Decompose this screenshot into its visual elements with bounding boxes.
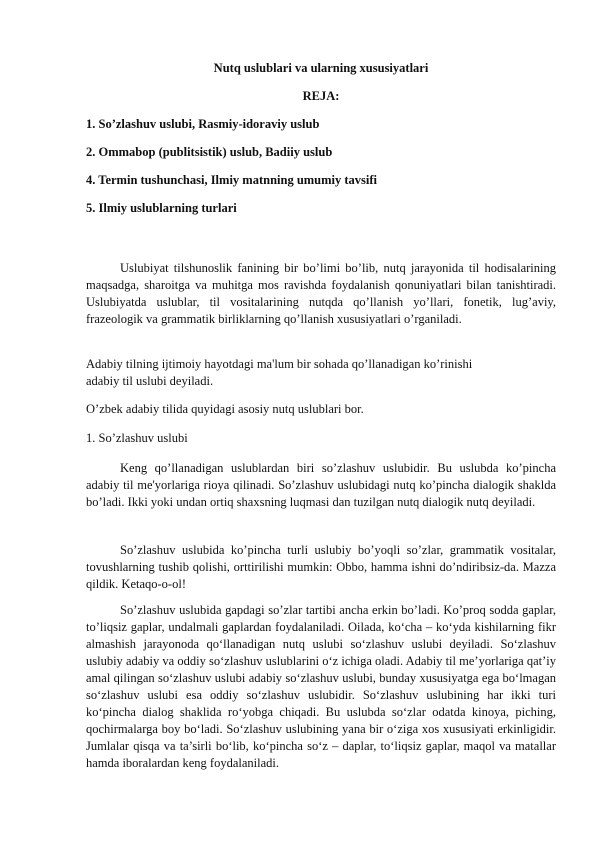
plan-item: 4. Termin tushunchasi, Ilmiy matnning umumiy tavsifi: [86, 173, 378, 187]
body-paragraph: Keng qo’llanadigan uslublardan biri so’zlashuv uslubidir. Bu uslubda ko’pincha adabiy til me'yorlariga rioya qilinadi. So’zlashuv uslubidagi nutq ko’pincha dialogik shaklda bo’ladi. Ikki yoki undan ortiq shaxsning luqmasi dan tuzilgan nutq dialogik nutq deyiladi.: [86, 461, 556, 509]
plan-heading: REJA:: [302, 89, 340, 103]
body-line: Adabiy tilning ijtimoiy hayotdagi ma'lum bir sohada qo’llanadigan ko’rinishi: [86, 357, 473, 371]
plan-item: 1. So’zlashuv uslubi, Rasmiy-idoraviy uslub: [86, 117, 320, 131]
body-paragraph: So’zlashuv uslubida gapdagi so’zlar tartibi ancha erkin bo’ladi. Ko’proq sodda gaplar, to’liqsiz gaplar, undalmali gaplardan foydalaniladi. Oilada, ko‘cha – ko‘yda kishilarning fikr almashish jarayonoda qo‘llanadigan nutq uslubi so‘zlashuv uslubi deyiladi. So‘zlashuv uslubiy adabiy va oddiy so‘zlashuv uslublarini o‘z ichiga oladi. Adabiy til me’yorlariga qat’iy amal qilingan so‘zlashuv uslubi adabiy so‘zlashuv uslubi, bunday xususiyatga ega bo‘lmagan so‘zlashuv uslubi esa oddiy so‘zlashuv uslubidir. So‘zlashuv uslubining har ikki turi ko‘pincha dialog shaklida ro‘yobga chiqadi. Bu uslubda so‘zlar odatda kinoya, piching, qochirmalarga boy bo‘ladi. So‘zlashuv uslubining yana bir o‘ziga xos xususiyati erkinligidir. Jumlalar qisqa va ta’sirli bo‘lib, ko‘pincha so‘z – daplar, to‘liqsiz gaplar, maqol va matallar hamda iboralardan keng foydalaniladi.: [86, 603, 556, 770]
body-paragraph: Uslubiyat tilshunoslik fanining bir bo’limi bo’lib, nutq jarayonida til hodisalarining maqsadga, sharoitga va muhitga mos ravishda foydalanish qonuniyatlari bilan tanishtiradi. Uslubiyatda uslublar, til vositalarining nutqda qo’llanish yo’llari, fonetik, lug’aviy, frazeologik va grammatik birliklarning qo’llanish xususiyatlari o’rganiladi.: [86, 261, 556, 326]
body-paragraph: So’zlashuv uslubida ko’pincha turli uslubiy bo’yoqli so’zlar, grammatik vositalar, tovushlarning tushib qolishi, orttirilishi mumkin: Obbo, hamma ishni do’ndiribsiz-da. Mazza qildik. Ketaqo-o-ol!: [86, 543, 556, 591]
plan-item: 5. Ilmiy uslublarning turlari: [86, 201, 237, 215]
body-line: adabiy til uslubi deyiladi.: [86, 374, 214, 388]
document-title: Nutq uslublari va ularning xususiyatlari: [213, 61, 429, 75]
section-heading: 1. So’zlashuv uslubi: [86, 431, 188, 445]
body-line: O’zbek adabiy tilida quyidagi asosiy nutq uslublari bor.: [86, 402, 364, 416]
plan-item: 2. Ommabop (publitsistik) uslub, Badiiy uslub: [86, 145, 333, 159]
